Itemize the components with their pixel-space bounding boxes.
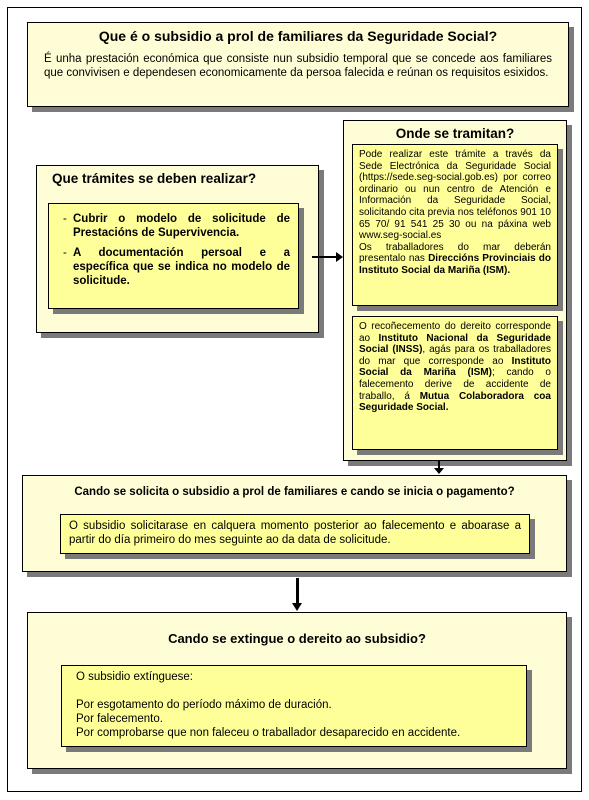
where-info-text: Pode realizar este trámite a través da Sede Electrónica da Seguridade Social (https://sede.seg-social.gob.es) por correo ordinario ou nun centro de Atención e Información da Seguridade Social, solicitando cita previa nos teléfonos 901 10 65 70/ 91 541 25 30 ou na páxina web www.seg-social.es	[359, 149, 551, 242]
when-apply-text: O subsidio solicitarase en calquera momento posterior ao falecemento e aboarase a partir do día primeiro do mes seguinte ao da data de solicitude.	[69, 520, 521, 546]
extinction-list-box	[61, 665, 527, 747]
extinction-title: Cando se extingue o dereito ao subsidio?	[168, 631, 426, 646]
arrow-to-where	[312, 256, 338, 258]
what-is-subsidy-box	[27, 22, 569, 107]
procedures-title: Que trámites se deben realizar?	[52, 171, 257, 186]
extinction-item: Por esgotamento do período máximo de duración.	[76, 699, 332, 711]
procedure-item: - Cubrir o modelo de solicitude de Prestacións de Supervivencia.	[63, 212, 290, 240]
recognition-text: O recoñecemento do dereito corresponde ao Instituto Nacional da Seguridade Social (INSS), agás para os traballadores do mar que corresponde ao Instituto Social da Mariña (ISM); cando o falecemento derive de accidente de traballo, á Mutua Colaboradora coa Seguridade Social.	[359, 321, 551, 414]
extinction-item: Por falecemento.	[76, 713, 163, 725]
procedure-item: - A documentación persoal e a específica que se indica no modelo de solicitude.	[63, 246, 290, 288]
extinction-item: Por comprobarse que non faleceu o traballador desaparecido en accidente.	[76, 727, 461, 739]
arrow-to-when-head	[434, 468, 444, 474]
extinction-intro: O subsidio extínguese:	[76, 671, 193, 683]
where-info-box	[352, 144, 558, 306]
procedures-list	[63, 212, 290, 288]
procedures-list-box	[48, 203, 299, 309]
arrow-to-end	[296, 578, 299, 605]
recognition-box	[352, 316, 558, 450]
when-apply-text-box	[60, 514, 530, 554]
what-is-subsidy-title: Que é o subsidio a prol de familiares da Seguridade Social?	[98, 28, 498, 44]
when-apply-title: Cando se solicita o subsidio a prol de familiares e cando se inicia o pagamento?	[74, 486, 515, 498]
arrow-to-end-head	[292, 603, 302, 611]
arrow-to-where-head	[336, 252, 343, 262]
where-title: Onde se tramitan?	[395, 126, 515, 141]
what-is-subsidy-text: É unha prestación económica que consiste nun subsidio temporal que se concede aos familiares que convivisen e dependesen economicamente da persoa falecida e reúnan os requisitos esixidos.	[44, 53, 552, 79]
where-sea-workers: Os traballadores do mar deberán presentalo nas Direccións Provinciais do Instituto Social da Mariña (ISM).	[359, 241, 551, 276]
